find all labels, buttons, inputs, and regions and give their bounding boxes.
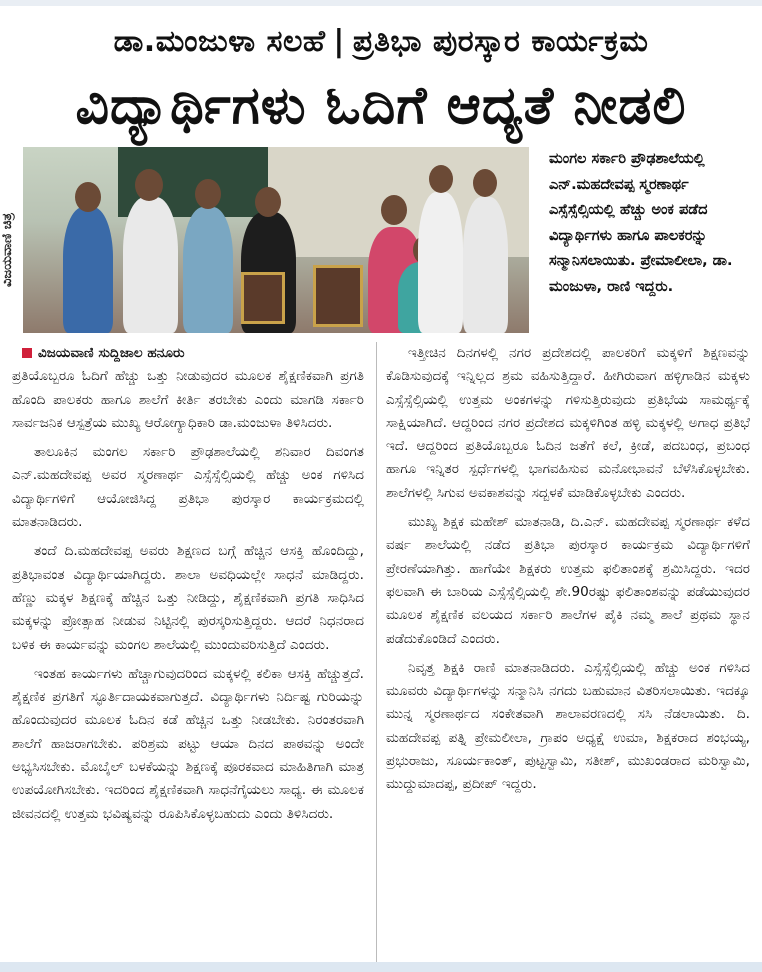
headline: ವಿದ್ಯಾರ್ಥಿಗಳು ಓದಿಗೆ ಆದ್ಯತೆ ನೀಡಲಿ [75,76,687,136]
paragraph: ತಾಲೂಕಿನ ಮಂಗಲ ಸರ್ಕಾರಿ ಪ್ರೌಢಶಾಲೆಯಲ್ಲಿ ಶನಿವಾರ ದಿವಂಗತ ಎನ್.ಮಹದೇವಪ್ಪ ಅವರ ಸ್ಮರಣಾರ್ಥ ಎಸ್ಸೆಸ್ಸೆಲ್ಸಿಯಲ್ಲಿ ಹೆಚ್ಚು ಅಂಕ ಗಳಿಸಿದ ವಿದ್ಯಾರ್ಥಿಗಳಿಗೆ ಆಯೋಜಿಸಿದ್ದ ಪ್ರತಿಭಾ ಪುರಸ್ಕಾರ ಕಾರ್ಯಕ್ರಮದಲ್ಲಿ ಮಾತನಾಡಿದರು. [12,444,364,531]
photo-head [381,195,407,225]
article-column-1 [12,342,364,826]
paragraph: ಮುಖ್ಯ ಶಿಕ್ಷಕ ಮಹೇಶ್ ಮಾತನಾಡಿ, ದಿ.ಎನ್. ಮಹದೇವಪ್ಪ ಸ್ಮರಣಾರ್ಥ ಕಳೆದ ವರ್ಷ ಶಾಲೆಯಲ್ಲಿ ನಡೆದ ಪ್ರತಿಭಾ ಪುರಸ್ಕಾರ ಕಾರ್ಯಕ್ರಮ ವಿದ್ಯಾರ್ಥಿಗಳಿಗೆ ಪ್ರೇರಣೆಯಾಗಿತ್ತು. ಹಾಗೆಯೇ ಶಿಕ್ಷಕರು ಉತ್ತಮ ಫಲಿತಾಂಶಕ್ಕೆ ಶ್ರಮಿಸಿದ್ದರು. ಇದರ ಫಲವಾಗಿ ಈ ಬಾರಿಯ ಎಸ್ಸೆಸ್ಸೆಲ್ಸಿಯಲ್ಲಿ ಶೇ.90ರಷ್ಟು ಫಲಿತಾಂಶವನ್ನು ಪಡೆಯುವುದರ ಮೂಲಕ ಶೈಕ್ಷಣಿಕ ವಲಯದ ಸರ್ಕಾರಿ ಶಾಲೆಗಳ ಪೈಕಿ ನಮ್ಮ ಶಾಲೆ ಪ್ರಥಮ ಸ್ಥಾನ ಪಡೆದುಕೊಂಡಿದೆ ಎಂದರು. [386,514,750,647]
photo-head [75,182,101,212]
photo-head [473,169,497,197]
paragraph: ಇತ್ತೀಚಿನ ದಿನಗಳಲ್ಲಿ ನಗರ ಪ್ರದೇಶದಲ್ಲಿ ಪಾಲಕರಿಗೆ ಮಕ್ಕಳಿಗೆ ಶಿಕ್ಷಣವನ್ನು ಕೊಡಿಸುವುದಕ್ಕೆ ಇನ್ನಿಲ್ಲದ ಶ್ರಮ ವಹಿಸುತ್ತಿದ್ದಾರೆ. ಹೀಗಿರುವಾಗ ಹಳ್ಳಿಗಾಡಿನ ಮಕ್ಕಳು ಎಸ್ಸೆಸ್ಸೆಲ್ಸಿಯಲ್ಲಿ ಉತ್ತಮ ಅಂಕಗಳನ್ನು ಗಳಿಸುತ್ತಿರುವುದು ಪ್ರತಿಭೆಯ ಸಾಮರ್ಥ್ಯಕ್ಕೆ ಸಾಕ್ಷಿಯಾಗಿದೆ. ಆದ್ದರಿಂದ ನಗರ ಪ್ರದೇಶದ ಮಕ್ಕಳಿಗಿಂತ ಹಳ್ಳಿ ಮಕ್ಕಳಲ್ಲಿ ಅಗಾಧ ಪ್ರತಿಭೆ ಇದೆ. ಆದ್ದರಿಂದ ಪ್ರತಿಯೊಬ್ಬರೂ ಓದಿನ ಜತೆಗೆ ಕಲೆ, ಕ್ರೀಡೆ, ಪದಬಂಧ, ಪ್ರಬಂಧ ಹಾಗೂ ಇನ್ನಿತರ ಸ್ಪರ್ಧೆಗಳಲ್ಲಿ ಭಾಗವಹಿಸುವ ಮನೋಭಾವನೆ ಬೆಳೆಸಿಕೊಳ್ಳಬೇಕು. ಶಾಲೆಗಳಲ್ಲಿ ಸಿಗುವ ಅವಕಾಶವನ್ನು ಸದ್ಬಳಕೆ ಮಾಡಿಕೊಳ್ಳಬೇಕು ಎಂದರು. [386,345,750,501]
photo-head [255,187,281,217]
bottom-edge-strip [0,962,762,972]
byline-text: ವಿಜಯವಾಣಿ ಸುದ್ದಿಜಾಲ ಹನೂರು [38,345,185,361]
photo-head [195,179,221,209]
photo-caption: ಮಂಗಲ ಸರ್ಕಾರಿ ಪ್ರೌಢಶಾಲೆಯಲ್ಲಿ ಎನ್.ಮಹದೇವಪ್ಪ ಸ್ಮರಣಾರ್ಥ ಎಸ್ಸೆಸ್ಸೆಲ್ಸಿಯಲ್ಲಿ ಹೆಚ್ಚು ಅಂಕ ಪಡೆದ ವಿದ್ಯಾರ್ಥಿಗಳು ಹಾಗೂ ಪಾಲಕರನ್ನು ಸನ್ಮಾನಿಸಲಾಯಿತು. ಪ್ರೇಮಾಲೀಲಾ, ಡಾ. ಮಂಜುಳಾ, ರಾಣಿ ಇದ್ದರು. [549,151,733,295]
photo-credit: ವಿಜಯವಾಣಿ ಚಿತ್ರ [0,213,15,287]
photo-person [63,207,113,333]
photo-frame [313,265,363,327]
kicker-right: ಪ್ರತಿಭಾ ಪುರಸ್ಕಾರ ಕಾರ್ಯಕ್ರಮ [352,24,649,59]
kicker-left: ಡಾ.ಮಂಜುಳಾ ಸಲಹೆ [113,24,326,59]
photo-head [429,165,453,193]
byline [12,342,364,365]
photo-head [135,169,163,201]
photo-person [463,197,508,333]
photo-person [123,197,178,333]
photo-person [418,192,463,333]
news-photo [23,147,529,333]
kicker-separator: | [333,24,345,59]
byline-marker [22,348,32,358]
article-column-2 [386,342,750,797]
top-edge-strip [0,0,762,6]
kicker-line [0,22,762,62]
photo-frame [241,272,285,324]
column-divider [376,342,377,962]
paragraph: ಪ್ರತಿಯೊಬ್ಬರೂ ಓದಿಗೆ ಹೆಚ್ಚು ಒತ್ತು ನೀಡುವುದರ ಮೂಲಕ ಶೈಕ್ಷಣಿಕವಾಗಿ ಪ್ರಗತಿ ಹೊಂದಿ ಪಾಲಕರು ಹಾಗೂ ಶಾಲೆಗೆ ಕೀರ್ತಿ ತರಬೇಕು ಎಂದು ಮಾಗಡಿ ಸರ್ಕಾರಿ ಸಾರ್ವಜನಿಕ ಆಸ್ಪತ್ರೆಯ ಮುಖ್ಯ ಆರೋಗ್ಯಾಧಿಕಾರಿ ಡಾ.ಮಂಜುಳಾ ತಿಳಿಸಿದರು. [12,368,364,431]
paragraph: ನಿವೃತ್ತ ಶಿಕ್ಷಕಿ ರಾಣಿ ಮಾತನಾಡಿದರು. ಎಸ್ಸೆಸ್ಸೆಲ್ಸಿಯಲ್ಲಿ ಹೆಚ್ಚು ಅಂಕ ಗಳಿಸಿದ ಮೂವರು ವಿದ್ಯಾರ್ಥಿಗಳನ್ನು ಸನ್ಮಾನಿಸಿ ನಗದು ಬಹುಮಾನ ವಿತರಿಸಲಾಯಿತು. ಇದಕ್ಕೂ ಮುನ್ನ ಸ್ಮರಣಾರ್ಥದ ಸಂಕೇತವಾಗಿ ಶಾಲಾವರಣದಲ್ಲಿ ಸಸಿ ನೆಡಲಾಯಿತು. ದಿ. ಮಹದೇವಪ್ಪ ಪತ್ನಿ ಪ್ರೇಮಲೀಲಾ, ಗ್ರಾಪಂ ಅಧ್ಯಕ್ಷೆ ಉಮಾ, ಶಿಕ್ಷಕರಾದ ಶಂಭಯ್ಯ, ಪ್ರಭುರಾಜು, ಸೂರ್ಯಕಾಂತ್, ಪುಟ್ಟಸ್ವಾಮಿ, ಸತೀಶ್, ಮುಖಂಡರಾದ ಮರಿಸ್ವಾಮಿ, ಮುದ್ದುಮಾದಪ್ಪ, ಪ್ರದೀಪ್ ಇದ್ದರು. [386,659,750,793]
photo-person [183,207,233,333]
paragraph: ತಂದೆ ದಿ.ಮಹದೇವಪ್ಪ ಅವರು ಶಿಕ್ಷಣದ ಬಗ್ಗೆ ಹೆಚ್ಚಿನ ಆಸಕ್ತಿ ಹೊಂದಿದ್ದು, ಪ್ರತಿಭಾವಂತ ವಿದ್ಯಾರ್ಥಿಯಾಗಿದ್ದರು. ಶಾಲಾ ಅವಧಿಯಲ್ಲೇ ಸಾಧನೆ ಮಾಡಿದ್ದರು. ಹೆಣ್ಣು ಮಕ್ಕಳ ಶಿಕ್ಷಣಕ್ಕೆ ಹೆಚ್ಚಿನ ಒತ್ತು ನೀಡಿದ್ದು, ಶೈಕ್ಷಣಿಕವಾಗಿ ಪ್ರಗತಿ ಸಾಧಿಸಿದ ಮಕ್ಕಳನ್ನು ಪ್ರೋತ್ಸಾಹ ನೀಡುವ ನಿಟ್ಟಿನಲ್ಲಿ ಪುರಸ್ಕರಿಸುತ್ತಿದ್ದರು. ಆದರೆ ನಿಧನರಾದ ಬಳಿಕ ಈ ಕಾರ್ಯವನ್ನು ಮಂಗಲ ಶಾಲೆಯಲ್ಲಿ ಮುಂದುವರಿಸುತ್ತಿದೆ ಎಂದರು. [12,543,364,653]
paragraph: ಇಂತಹ ಕಾರ್ಯಗಳು ಹೆಚ್ಚಾಗುವುದರಿಂದ ಮಕ್ಕಳಲ್ಲಿ ಕಲಿಕಾ ಆಸಕ್ತಿ ಹೆಚ್ಚುತ್ತದೆ. ಶೈಕ್ಷಣಿಕ ಪ್ರಗತಿಗೆ ಸ್ಫೂರ್ತಿದಾಯಕವಾಗುತ್ತದೆ. ವಿದ್ಯಾರ್ಥಿಗಳು ನಿರ್ದಿಷ್ಟ ಗುರಿಯನ್ನು ಹೊಂದುವುದರ ಮೂಲಕ ಓದಿನ ಕಡೆ ಹೆಚ್ಚಿನ ಒತ್ತು ನೀಡಬೇಕು. ನಿರಂತರವಾಗಿ ಶಾಲೆಗೆ ಹಾಜರಾಗಬೇಕು. ಪರಿಶ್ರಮ ಪಟ್ಟು ಆಯಾ ದಿನದ ಪಾಠವನ್ನು ಅಂದೇ ಅಭ್ಯಸಿಸಬೇಕು. ಮೊಬೈಲ್ ಬಳಕೆಯನ್ನು ಶಿಕ್ಷಣಕ್ಕೆ ಪೂರಕವಾದ ಮಾಹಿತಿಗಾಗಿ ಮಾತ್ರ ಉಪಯೋಗಿಸಬೇಕು. ಇದರಿಂದ ಶೈಕ್ಷಣಿಕವಾಗಿ ಸಾಧನೆಗೈಯಲು ಸಾಧ್ಯ. ಈ ಮೂಲಕ ಜೀವನದಲ್ಲಿ ಉತ್ತಮ ಭವಿಷ್ಯವನ್ನು ರೂಪಿಸಿಕೊಳ್ಳಬಹುದು ಎಂದು ತಿಳಿಸಿದರು. [12,665,364,822]
